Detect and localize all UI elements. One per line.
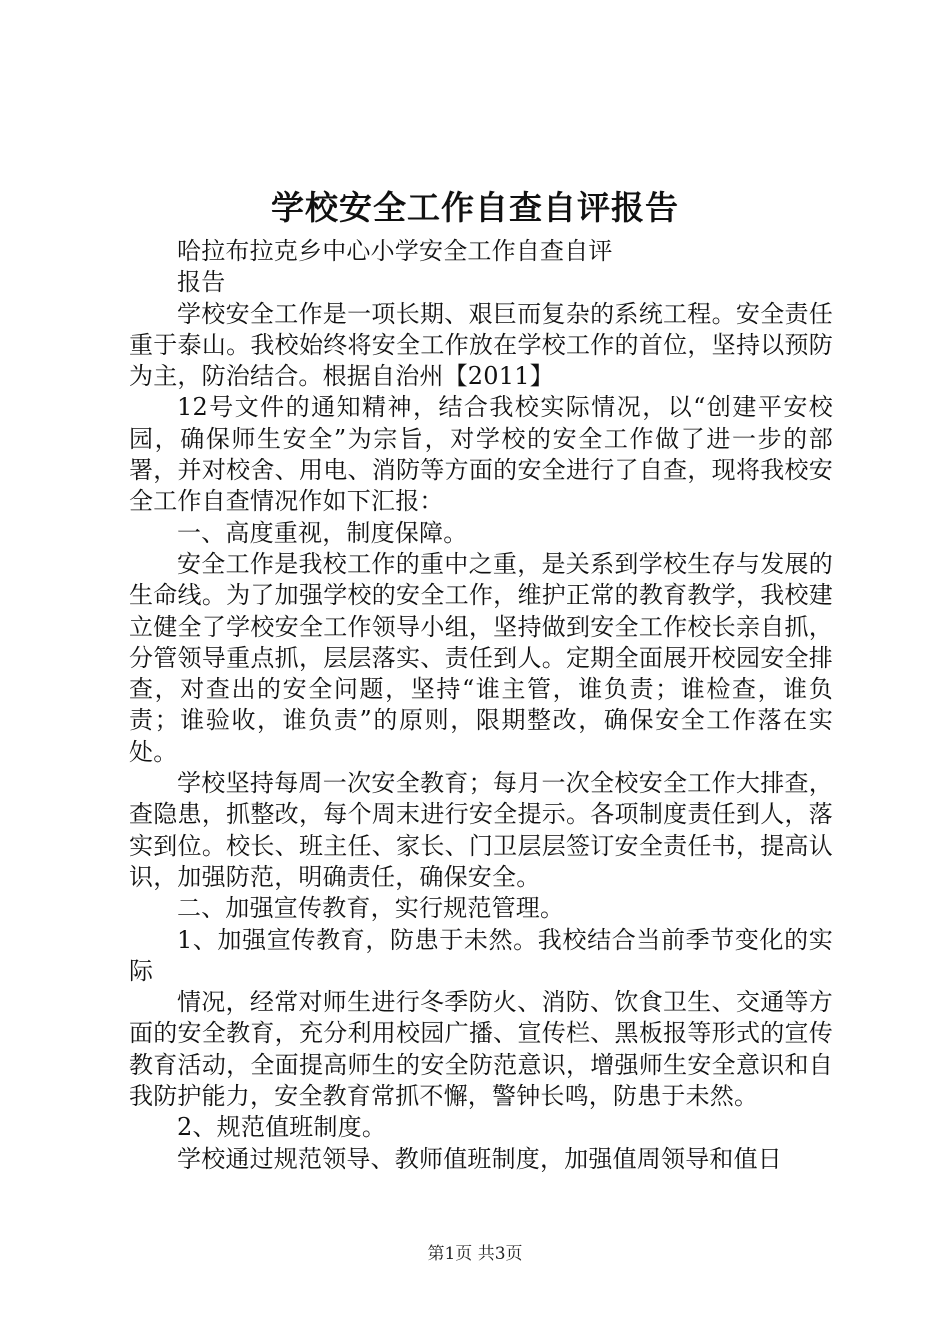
paragraph-subtitle-line1: 哈拉布拉克乡中心小学安全工作自查自评: [177, 237, 613, 265]
document-title: 学校安全工作自查自评报告: [271, 188, 679, 227]
subsection-heading-2: 2、规范值班制度。: [177, 1113, 387, 1142]
subsection-heading-1: 1、加强宣传教育，防患于未然。我校结合当前季节变化的实际: [129, 925, 833, 985]
section-heading-1: 一、高度重视，制度保障。: [177, 518, 468, 547]
paragraph-intro: 学校安全工作是一项长期、艰巨而复杂的系统工程。安全责任重于泰山。我校始终将安全工作放在学校工作的首位，坚持以预防为主，防治结合。根据自治州【2011】: [129, 299, 833, 391]
paragraph-weekly-education: 学校坚持每周一次安全教育；每月一次全校安全工作大排查，查隐患，抓整改，每个周末进行安全提示。各项制度责任到人，落实到位。校长、班主任、家长、门卫层层签订安全责任书，提高认识，加强防范，明确责任，确保安全。: [129, 769, 833, 891]
paragraph-education-details: 情况，经常对师生进行冬季防火、消防、饮食卫生、交通等方面的安全教育，充分利用校园广播、宣传栏、黑板报等形式的宣传教育活动，全面提高师生的安全防范意识，增强师生安全意识和自我防护能力，安全教育常抓不懈，警钟长鸣，防患于未然。: [129, 988, 833, 1111]
paragraph-duty-system: 学校通过规范领导、教师值班制度，加强值周领导和值日: [177, 1144, 782, 1173]
page-number-footer: 第1页 共3页: [427, 1244, 523, 1264]
document-body: [129, 236, 833, 1175]
paragraph-leadership: 安全工作是我校工作的重中之重，是关系到学校生存与发展的生命线。为了加强学校的安全工作，维护正常的教育教学，我校建立健全了学校安全工作领导小组，坚持做到安全工作校长亲自抓，分管领导重点抓，层层落实、责任到人。定期全面展开校园安全排查，对查出的安全问题，坚持“谁主管，谁负责；谁检查，谁负责；谁验收，谁负责”的原则，限期整改，确保安全工作落在实处。: [129, 549, 833, 766]
section-heading-2: 二、加强宣传教育，实行规范管理。: [177, 894, 565, 923]
paragraph-document-basis: 12号文件的通知精神，结合我校实际情况，以“创建平安校园，确保师生安全”为宗旨，对学校的安全工作做了进一步的部署，并对校舍、用电、消防等方面的安全进行了自查，现将我校安全工作自查情况作如下汇报：: [129, 393, 833, 516]
paragraph-subtitle-line2: 报告: [177, 268, 226, 297]
